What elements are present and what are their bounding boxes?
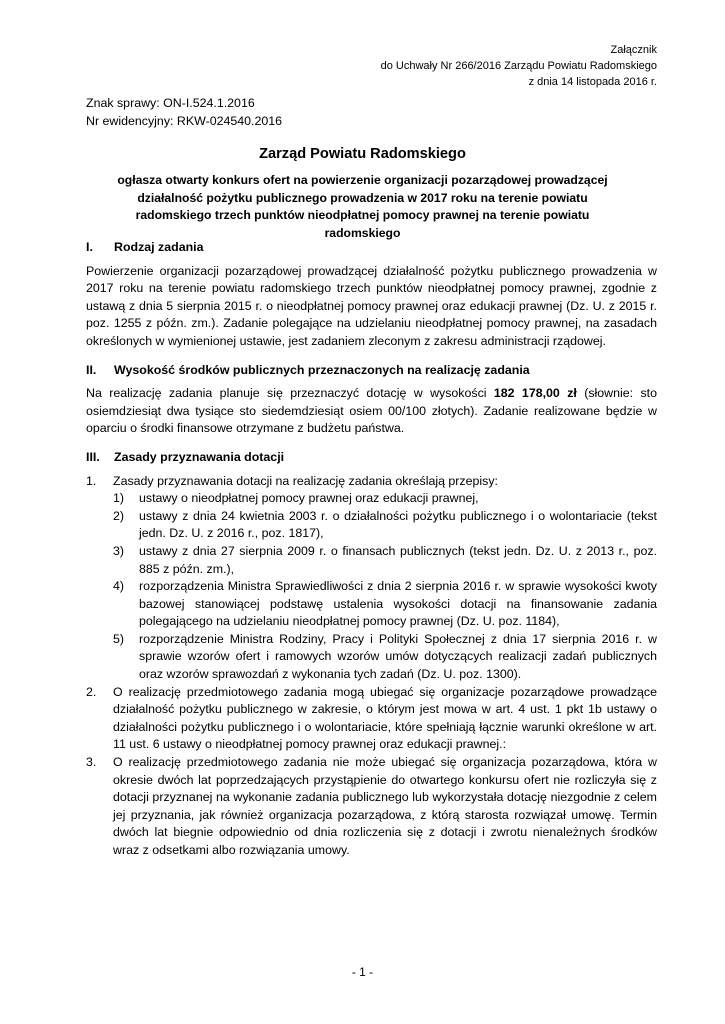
sub-item-text: rozporządzenie Ministra Rodziny, Pracy i Polityki Społecznej z dnia 17 sierpnia 2016 r. w sprawie wzorów ofert i ramowych wzorów umów dotyczących realizacji zadań publicznych oraz wzorów sprawozdań z wykonania tych zadań (Dz. U. poz. 1300). xyxy=(139,631,657,682)
list-item-text: O realizację przedmiotowego zadania mogą ubiegać się organizacje pozarządowe prowadzące działalność pożytku publicznego w zakresie, o którym jest mowa w art. 4 ust. 1 pkt 1b ustawy o działalności pożytku publicznego i o wolontariacie, które spełniają łącznie warunki określone w art. 11 ust. 6 ustawy o nieodpłatnej pomocy prawnej oraz edukacji prawnej.: xyxy=(113,684,657,752)
list-item xyxy=(86,473,657,491)
sub-list-item xyxy=(86,578,657,631)
sub-item-number: 1) xyxy=(113,491,125,506)
sub-list-item xyxy=(86,508,657,543)
attachment-date: z dnia 14 listopada 2016 r. xyxy=(528,76,657,88)
list-item-text: O realizację przedmiotowego zadania nie może ubiegać się organizacja pozarządowa, która w okresie dwóch lat poprzedzających przystąpienie do otwartego konkursu ofert nie rozliczyła się z dotacji przyznanej na wykonanie zadania publicznego lub wykorzystała dotację niezgodnie z celem jej przyznania, jak również organizacja pozarządowa, z którą starosta rozwiązał umowę. Termin dwóch lat biegnie odpowiednio od dnia rozliczenia się z dotacji i zwrotu nienależnych środków wraz z odsetkami albo rozwiązania umowy. xyxy=(113,755,657,857)
list-item-number: 3. xyxy=(86,755,97,770)
sub-item-text: ustawy o nieodpłatnej pomocy prawnej oraz edukacji prawnej, xyxy=(139,491,479,506)
list-item-number: 1. xyxy=(86,473,97,488)
funding-text-end: (słownie: sto osiemdziesiąt dwa tysiące sto siedemdziesiąt osiem 00/100 złotych). Zadanie realizowane będzie w oparciu o środki finansowe otrzymane z budżetu państwa. xyxy=(86,386,657,436)
attachment-resolution: do Uchwały Nr 266/2016 Zarządu Powiatu Radomskiego xyxy=(380,60,657,72)
funding-text-start: Na realizację zadania planuje się przeznaczyć dotację w wysokości xyxy=(86,386,494,401)
section-grant-rules xyxy=(86,449,657,860)
section-number: III. xyxy=(86,449,100,464)
funding-amount: 182 178,00 zł xyxy=(493,386,577,401)
sub-list-item xyxy=(86,631,657,684)
attachment-header xyxy=(381,42,657,90)
attachment-label: Załącznik xyxy=(610,44,657,56)
section-number: II. xyxy=(86,362,97,377)
list-item xyxy=(86,684,657,754)
case-number: Znak sprawy: ON-I.524.1.2016 xyxy=(86,96,255,110)
sub-item-text: ustawy z dnia 27 sierpnia 2009 r. o finansach publicznych (tekst jedn. Dz. U. z 2013 r., poz. 885 z późn. zm.), xyxy=(139,543,657,576)
sub-item-text: rozporządzenia Ministra Sprawiedliwości z dnia 2 sierpnia 2016 r. w sprawie wysokości kwoty bazowej stanowiącej podstawę ustalenia wysokości dotacji na finansowanie zadania polegającego na udzielaniu nieodpłatnej pomocy prawnej (Dz. U. poz. 1184), xyxy=(139,579,657,629)
sub-item-text: ustawy z dnia 24 kwietnia 2003 r. o działalności pożytku publicznego i o wolontariacie (tekst jedn. Dz. U. z 2016 r., poz. 1817), xyxy=(139,508,657,541)
section-task-type xyxy=(86,239,657,351)
section-title: Zasady przyznawania dotacji xyxy=(114,449,285,464)
page-number: - 1 - xyxy=(351,965,374,979)
document-body xyxy=(86,239,657,860)
section-heading xyxy=(86,239,657,257)
list-item xyxy=(86,754,657,860)
sub-item-number: 4) xyxy=(113,579,125,594)
sub-list-item xyxy=(86,543,657,578)
section-funding xyxy=(86,362,657,438)
sub-item-number: 3) xyxy=(113,543,125,558)
sub-item-number: 5) xyxy=(113,631,125,646)
sub-list-item xyxy=(86,490,657,508)
section-heading xyxy=(86,449,657,467)
section-number: I. xyxy=(86,240,93,254)
announcement-intro: ogłasza otwarty konkurs ofert na powierzenie organizacji pozarządowej prowadzącej działalność pożytku publicznego prowadzenia w 2017 roku na terenie powiatu radomskiego trzech punktów nieodpłatnej pomocy prawnej na terenie powiatu radomskiego xyxy=(117,173,608,240)
record-number: Nr ewidencyjny: RKW-024540.2016 xyxy=(86,114,283,128)
section-title: Rodzaj zadania xyxy=(114,240,204,254)
section-title: Wysokość środków publicznych przeznaczonych na realizację zadania xyxy=(114,362,530,377)
list-item-text: Zasady przyznawania dotacji na realizację zadania określają przepisy: xyxy=(113,473,498,488)
section-heading xyxy=(86,362,657,380)
reference-numbers xyxy=(86,94,282,130)
sub-item-number: 2) xyxy=(113,508,125,523)
section-text: Powierzenie organizacji pozarządowej prowadzącej działalność pożytku publicznego prowadzenia w 2017 roku na terenie powiatu radomskiego trzech punktów nieodpłatnej pomocy prawnej, zgodnie z ustawą z dnia 5 sierpnia 2015 r. o nieodpłatnej pomocy prawnej oraz edukacji prawnej (Dz. U. z 2015 r. poz. 1255 z późn. zm.). Zadanie polegające na udzielaniu nieodpłatnej pomocy prawnej, na zasadach określonych w wymienionej ustawie, jest zadaniem zleconym z zakresu administracji rządowej. xyxy=(86,263,657,348)
list-item-number: 2. xyxy=(86,684,97,699)
section-text xyxy=(86,385,657,438)
document-title: Zarząd Powiatu Radomskiego xyxy=(259,146,466,162)
